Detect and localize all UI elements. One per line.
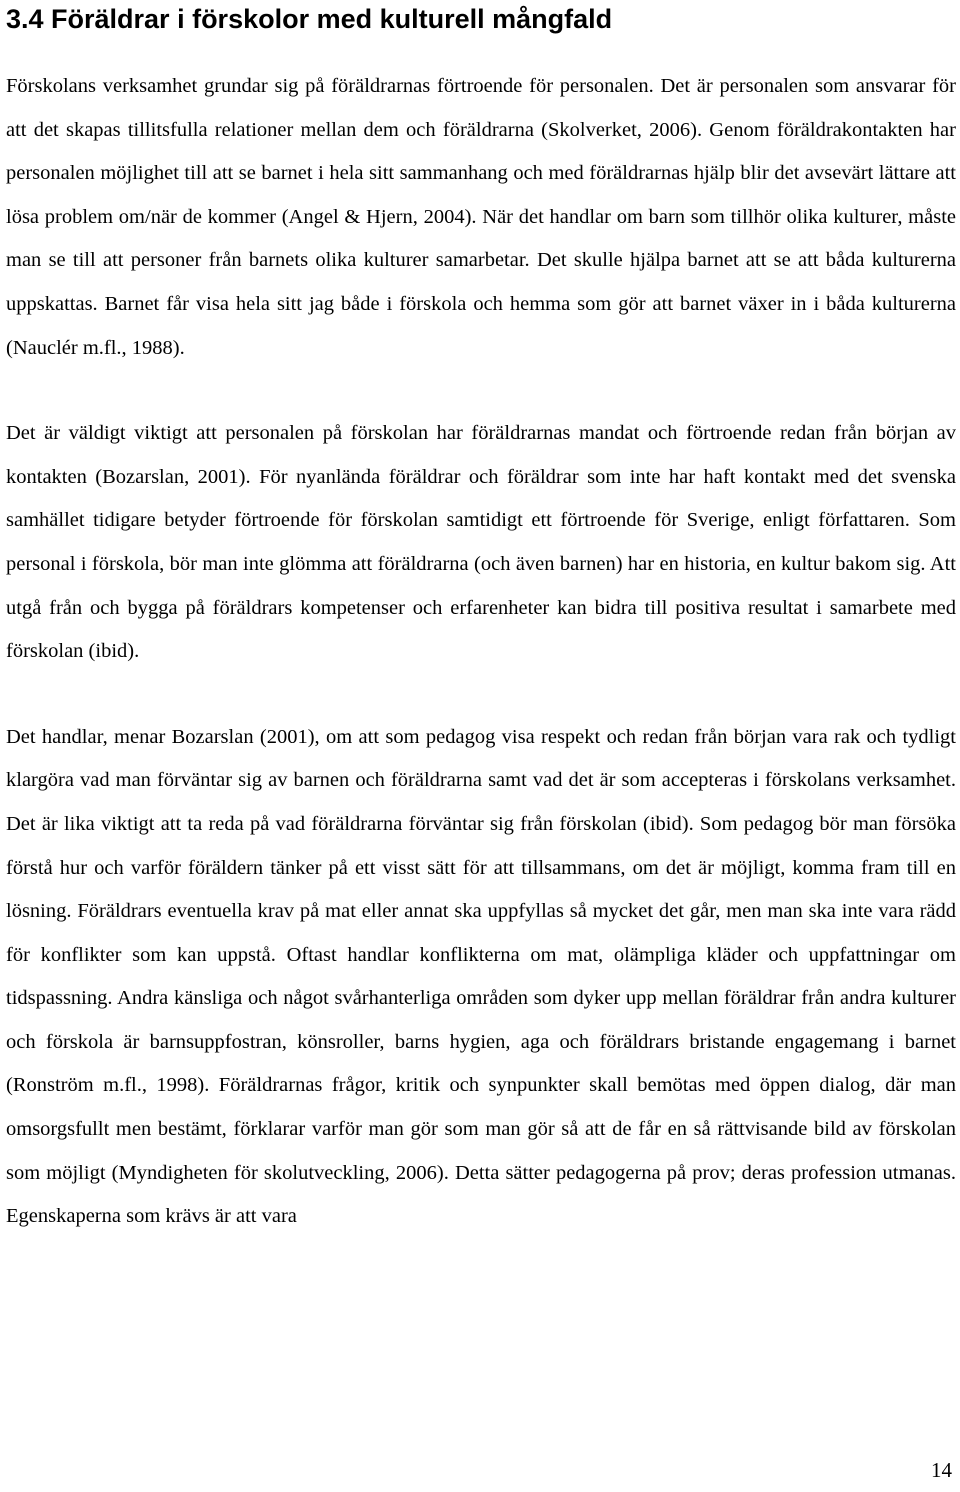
paragraph-2: Det är väldigt viktigt att personalen på förskolan har föräldrarnas mandat och förtroende redan från början av kontakten (Bozarslan, 2001). För nyanlända föräldrar och föräldrar som inte har haft kontakt med det svenska samhället tidigare betyder förtroende för förskolan samtidigt ett förtroende för Sverige, enligt författaren. Som personal i förskola, bör man inte glömma att föräldrarna (och även barnen) har en historia, en kultur bakom sig. Att utgå från och bygga på föräldrars kompetenser och erfarenheter kan bidra till positiva resultat i samarbete med förskolan (ibid).: [6, 422, 956, 663]
page-number: 14: [931, 1458, 952, 1482]
paragraph-3: Det handlar, menar Bozarslan (2001), om att som pedagog visa respekt och redan från början vara rak och tydligt klargöra vad man förväntar sig av barnen och föräldrarna samt vad det är som accepteras i förskolans verksamhet. Det är lika viktigt att ta reda på vad föräldrarna förväntar sig från förskolan (ibid). Som pedagog bör man försöka förstå hur och varför föräldern tänker på ett visst sätt för att tillsammans, om det är möjligt, komma fram till en lösning. Föräldrars eventuella krav på mat eller annat ska uppfyllas så mycket det går, men man ska inte vara rädd för konflikter som kan uppstå. Oftast handlar konflikterna om mat, olämpliga kläder och uppfattningar om tidspassning. Andra känsliga och något svårhanterliga områden som dyker upp mellan föräldrar från andra kulturer och förskola är barnsuppfostran, könsroller, barns hygien, aga och föräldrars bristande engagemang i barnet (Ronström m.fl., 1998). Föräldrarnas frågor, kritik och synpunkter skall bemötas med öppen dialog, där man omsorgsfullt men bestämt, förklarar varför man gör som man gör så att de får en så rättvisande bild av förskolan som möjligt (Myndigheten för skolutveckling, 2006). Detta sätter pedagogerna på prov; deras profession utmanas. Egenskaperna som krävs är att vara: [6, 725, 956, 1228]
document-page: [6, 0, 956, 1239]
paragraph-1: Förskolans verksamhet grundar sig på föräldrarnas förtroende för personalen. Det är personalen som ansvarar för att det skapas tillitsfulla relationer mellan dem och föräldrarna (Skolverket, 2006). Genom föräldrakontakten har personalen möjlighet till att se barnet i hela sitt sammanhang och med föräldrarnas hjälp blir det avsevärt lättare att lösa problem om/när de kommer (Angel & Hjern, 2004). När det handlar om barn som tillhör olika kulturer, måste man se till att personer från barnets olika kulturer samarbetar. Det skulle hjälpa barnet att se att båda kulturerna uppskattas. Barnet får visa hela sitt jag både i förskola och hemma som gör att barnet växer in i båda kulturerna (Nauclér m.fl., 1988).: [6, 75, 956, 359]
section-heading: 3.4 Föräldrar i förskolor med kulturell mångfald: [6, 4, 613, 34]
